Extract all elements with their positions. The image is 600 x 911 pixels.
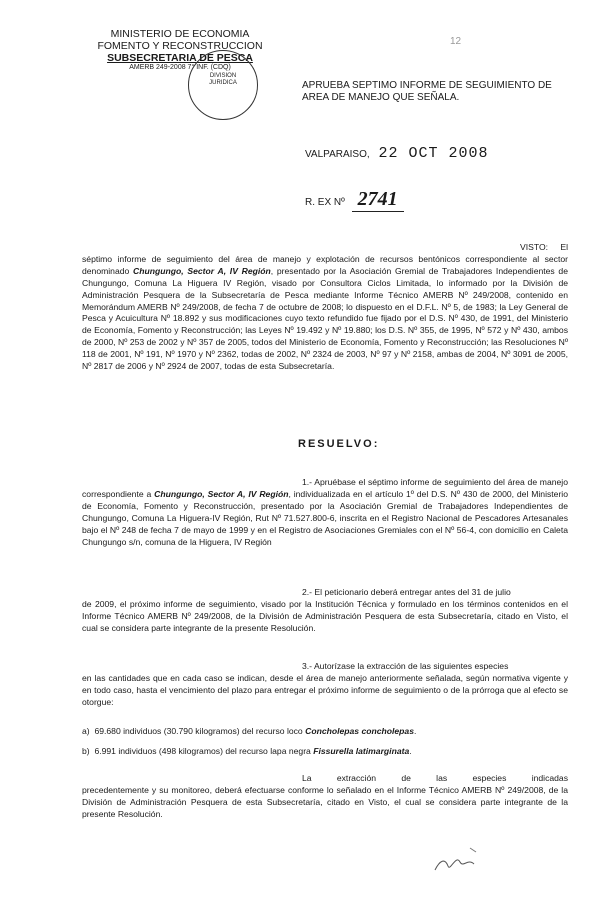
item-1-sector: Chungungo, Sector A, IV Región: [154, 488, 289, 499]
item-1-paragraph: [82, 477, 568, 548]
item-b-text: 6.991 individuos (498 kilogramos) del recurso lapa negra: [94, 746, 314, 756]
stamp-line-2: JURIDICA: [209, 80, 237, 86]
item-1-lead: 1.- Apruébase el séptimo informe de seguimiento del área de manejo correspondiente a: [82, 477, 568, 499]
item-a-species: Concholepas concholepas: [305, 726, 414, 736]
item-a: [82, 726, 568, 738]
city: VALPARAISO,: [305, 149, 370, 160]
item-b-species: Fissurella latimarginata: [313, 746, 410, 756]
initials-mark-icon: [430, 840, 490, 880]
resolution-label: R. EX Nº: [305, 197, 345, 208]
item-a-text: 69.680 individuos (30.790 kilogramos) del recurso loco: [94, 726, 306, 736]
ministry-line-1: MINISTERIO DE ECONOMIA: [110, 28, 250, 40]
stamp-line-1: DIVISION: [209, 73, 237, 79]
item-1-rest: , individualizada en el artículo 1º del D.S. Nº 430 de 2000, del Ministerio de Economía, Fomento y Reconstrucción, presentado por la Asociación Gremial de Trabajadores Independientes de Chungungo, Comuna La Higuera-IV Región, Rut Nº 71.527.800-6, inscrita en el Registro Nacional de Pescadores Artesanales bajo el Nº 248 de fecha 7 de mayo de 1999 y en el Registro de Asociaciones Gremiales con el Nº 56-4, con domicilio en Caleta Chungungo s/n, comuna de la Higuera, IV Región: [82, 488, 568, 547]
item-2-paragraph: [82, 587, 568, 635]
visto-paragraph: [82, 242, 568, 373]
visto-lead: VISTO: El séptimo informe de seguimiento del área de manejo y explotación de recursos bentónicos correspondiente al sector denominado: [82, 242, 568, 276]
resuelvo-heading: RESUELVO:: [298, 438, 380, 450]
page-mark: 12: [450, 36, 462, 47]
date-stamp: 22 OCT 2008: [378, 145, 489, 162]
document-title: APRUEBA SEPTIMO INFORME DE SEGUIMIENTO DE AREA DE MANEJO QUE SEÑALA.: [302, 80, 552, 103]
resolution-number: [305, 188, 404, 212]
item-4-rest: precedentemente y su monitoreo, deberá efectuarse conforme lo señalado en el Informe Técnico AMERB Nº 249/2008, de la División de Administración Pesquera de esta Subsecretaría, citado en Visto, el cual se considera parte integrante de la presente Resolución.: [82, 784, 568, 819]
ministry-line-2: FOMENTO Y RECONSTRUCCION: [97, 40, 263, 52]
item-b-label: b): [82, 746, 90, 756]
visto-sector: Chungungo, Sector A, IV Región: [133, 265, 271, 276]
item-3-lead: 3.- Autorízase la extracción de las siguientes especies: [302, 661, 509, 671]
item-4-lead: La extracción de las especies indicadas: [302, 773, 568, 783]
item-2-rest: de 2009, el próximo informe de seguimiento, visado por la Institución Técnica y formulado en los términos contenidos en el Informe Técnico AMERB Nº 249/2008, de la División de Administración Pesquera de esta Subsecretaría, citado en Visto, el cual se considera parte integrante de la presente Resolución.: [82, 598, 568, 633]
item-a-label: a): [82, 726, 90, 736]
item-3-paragraph: [82, 661, 568, 709]
item-2-lead: 2.- El peticionario deberá entregar antes del 31 de julio: [302, 587, 511, 597]
item-a-end: .: [414, 726, 417, 736]
place-date: [305, 145, 488, 162]
item-b-end: .: [409, 746, 412, 756]
ministry-line-3: SUBSECRETARIA DE PESCA: [107, 52, 253, 64]
visto-rest: , presentado por la Asociación Gremial de Trabajadores Independientes de Chungungo, Comuna La Higuera IV Región, visado por Consultora Ciclos Limitada, lo informado por la División de Administración Pesquera de la Subsecretaría de Pesca mediante Informe Técnico AMERB Nº 249/2008, contenido en Memorándum AMERB Nº 249/2008, de fecha 7 de octubre de 2008; lo dispuesto en el D.F.L. Nº 5, de 1983; la Ley General de Pesca y Acuicultura Nº 18.892 y sus modificaciones cuyo texto refundido fue fijado por el D.S. Nº 430, de 1991, del Ministerio de Economía, Fomento y Reconstrucción; las Leyes Nº 19.492 y Nº 19.880; los D.S. Nº 355, de 1995, Nº 572 y Nº 430, ambos de 2000, Nº 253 de 2002 y Nº 357 de 2005, todos del Ministerio de Economía, Fomento y Reconstrucción; las Resoluciones Nº 118 de 2001, Nº 191, Nº 1970 y Nº 2362, todas de 2002, Nº 2324 de 2003, Nº 97 y Nº 2158, ambas de 2004, Nº 3091 de 2005, Nº 2817 de 2006 y Nº 2924 de 2007, todas de esta Subsecretaría.: [82, 265, 568, 372]
juridica-stamp: [188, 50, 258, 120]
reference-code: AMERB 249-2008 7° INF. (CDQ): [129, 64, 231, 71]
item-b: [82, 746, 568, 758]
item-4-paragraph: [82, 773, 568, 821]
item-3-rest: en las cantidades que en cada caso se indican, desde el área de manejo anteriormente señalada, según normativa vigente y en todo caso, hasta el vencimiento del plazo para entregar el próximo informe de seguimiento o de la prórroga que al efecto se otorgue:: [82, 672, 568, 707]
resolution-value: 2741: [352, 188, 404, 212]
